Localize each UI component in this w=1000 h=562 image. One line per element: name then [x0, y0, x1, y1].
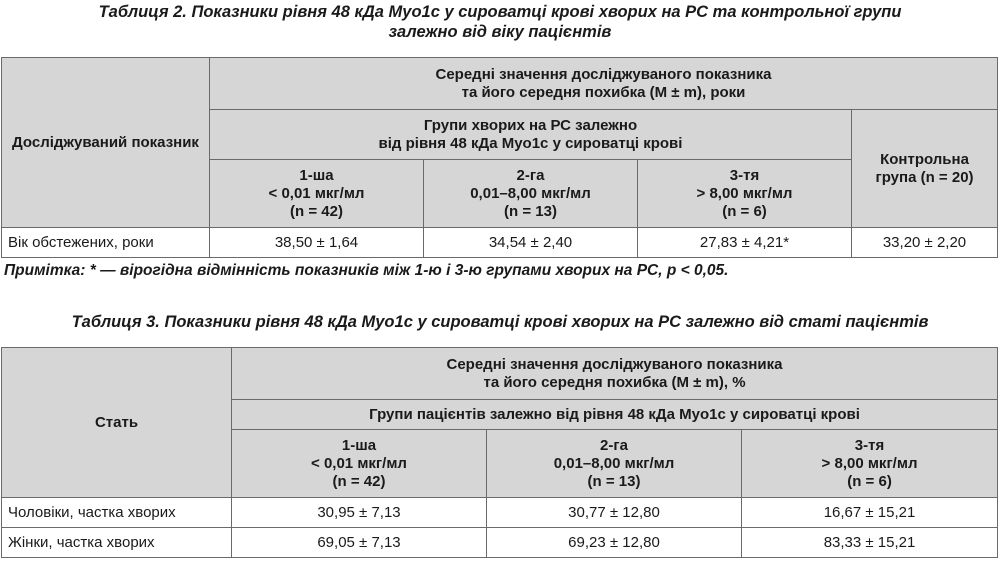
table2-super-header: Середні значення досліджуваного показника та його середня похибка (M ± m), роки	[210, 58, 998, 110]
table2-caption-line1: Таблиця 2. Показники рівня 48 кДа Myo1c у сироватці крові хворих на РС та контрольної групи	[98, 3, 902, 21]
table2-col-header: Досліджуваний показник	[2, 58, 210, 228]
table2-caption	[0, 2, 1000, 42]
table3-super-header: Середні значення досліджуваного показника та його середня похибка (M ± m), %	[232, 348, 998, 400]
table3-group3-header: 3-тя > 8,00 мкг/мл (n = 6)	[742, 430, 998, 498]
table3-cell-g1: 30,95 ± 7,13	[232, 498, 487, 528]
table2-group3-header: 3-тя > 8,00 мкг/мл (n = 6)	[638, 160, 852, 228]
table3-group2-header: 2-га 0,01–8,00 мкг/мл (n = 13)	[487, 430, 742, 498]
table3-cell-g2: 30,77 ± 12,80	[487, 498, 742, 528]
table2-cell-g3: 27,83 ± 4,21*	[638, 228, 852, 258]
table3-cell-g2: 69,23 ± 12,80	[487, 528, 742, 558]
table-row	[2, 228, 998, 258]
table2	[1, 57, 998, 258]
table2-caption-line2: залежно від віку пацієнтів	[388, 23, 612, 41]
table3-row-label: Чоловіки, частка хворих	[2, 498, 232, 528]
table2-groups-header: Групи хворих на РС залежно від рівня 48 кДа Myo1c у сироватці крові	[210, 110, 852, 160]
table-row	[2, 498, 998, 528]
table2-cell-g1: 38,50 ± 1,64	[210, 228, 424, 258]
table3-groups-header: Групи пацієнтів залежно від рівня 48 кДа Myo1c у сироватці крові	[232, 400, 998, 430]
table2-row-label: Вік обстежених, роки	[2, 228, 210, 258]
table2-cell-control: 33,20 ± 2,20	[852, 228, 998, 258]
table2-group2-header: 2-га 0,01–8,00 мкг/мл (n = 13)	[424, 160, 638, 228]
table3-group1-header: 1-ша < 0,01 мкг/мл (n = 42)	[232, 430, 487, 498]
table2-cell-g2: 34,54 ± 2,40	[424, 228, 638, 258]
table2-note: Примітка: * — вірогідна відмінність показників між 1-ю і 3-ю групами хворих на РС, p < 0,05.	[4, 262, 729, 279]
table2-group1-header: 1-ша < 0,01 мкг/мл (n = 42)	[210, 160, 424, 228]
table3-cell-g3: 83,33 ± 15,21	[742, 528, 998, 558]
table3-cell-g3: 16,67 ± 15,21	[742, 498, 998, 528]
table3-row-label: Жінки, частка хворих	[2, 528, 232, 558]
table2-control-header: Контрольна група (n = 20)	[852, 110, 998, 228]
table-row	[2, 528, 998, 558]
table3	[1, 347, 998, 558]
table3-col-header: Стать	[2, 348, 232, 498]
table3-cell-g1: 69,05 ± 7,13	[232, 528, 487, 558]
table3-caption: Таблиця 3. Показники рівня 48 кДа Myo1c у сироватці крові хворих на РС залежно від статі пацієнтів	[71, 313, 929, 331]
